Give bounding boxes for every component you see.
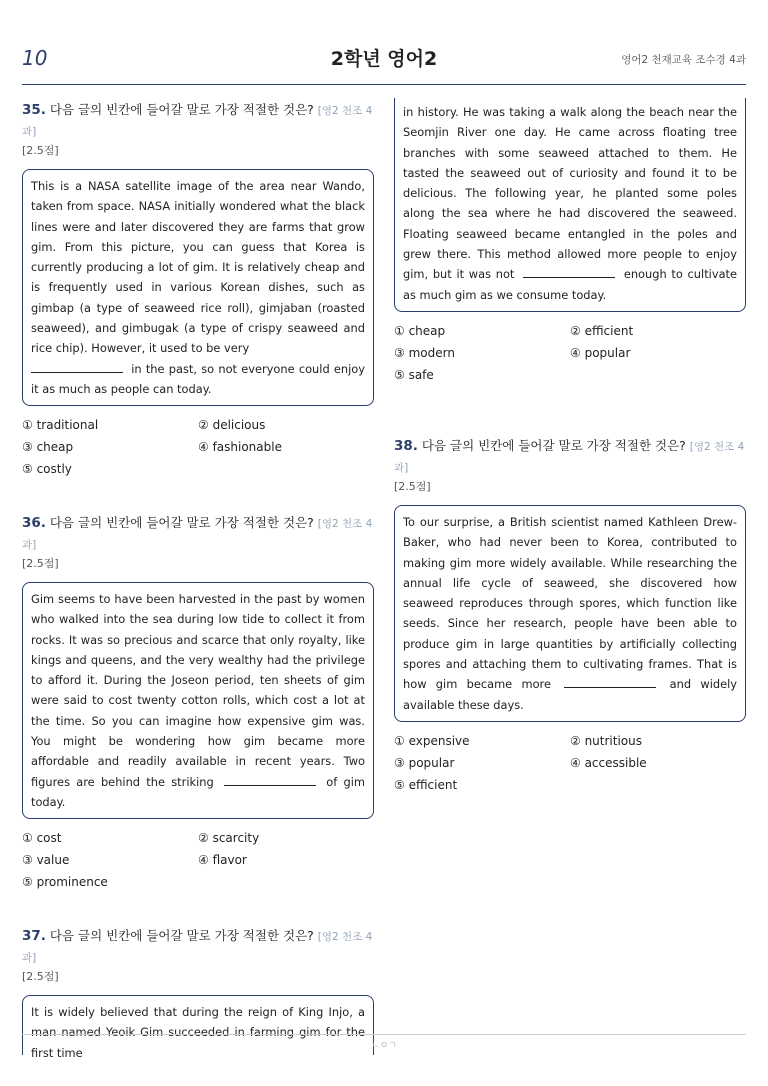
choice-4[interactable]: ④ popular xyxy=(570,345,631,360)
header-divider xyxy=(22,84,746,85)
question-37-choices xyxy=(394,320,746,386)
question-36-heading xyxy=(22,513,374,555)
passage-text: in the past, so not everyone could enjoy it as much as people can today. xyxy=(31,361,365,396)
question-38 xyxy=(394,436,746,796)
question-35-choices xyxy=(22,414,374,480)
choice-5[interactable]: ⑤ safe xyxy=(394,367,434,382)
page-header xyxy=(22,40,746,76)
question-35-number: 35. xyxy=(22,102,46,118)
question-36-prompt: 다음 글의 빈칸에 들어갈 말로 가장 적절한 것은? xyxy=(49,515,314,530)
question-35-heading xyxy=(22,100,374,142)
question-38-choices xyxy=(394,730,746,796)
question-36 xyxy=(22,513,374,893)
passage-text: Gim seems to have been harvested in the past by women who walked into the sea during low tide to collect it from rocks. It was so precious and scarce that only royalty, like kings and queens, and the very wealthy had the privilege to afford it. During the Joseon period, ten sheets of gim were said to cost twenty cotton rolls, which cost a lot at the time. So you can imagine how expensive gim was. You might be wondering how gim became more affordable and readily available in recent years. Two figures are behind the striking xyxy=(31,592,365,789)
choice-1[interactable]: ① cost xyxy=(22,831,62,846)
question-37-passage-part2 xyxy=(394,98,746,312)
question-38-number: 38. xyxy=(394,438,418,454)
choice-2[interactable]: ② scarcity xyxy=(198,831,260,846)
question-38-heading xyxy=(394,436,746,478)
question-37-number: 37. xyxy=(22,928,46,944)
passage-text: enough to cultivate as much gim as we consume today. xyxy=(403,267,738,302)
page-number: 10 xyxy=(22,46,48,70)
choice-2[interactable]: ② efficient xyxy=(570,323,634,338)
question-36-choices xyxy=(22,827,374,893)
answer-blank xyxy=(31,362,123,373)
question-36-points: [2.5점] xyxy=(22,557,59,570)
choice-1[interactable]: ① traditional xyxy=(22,418,99,433)
question-37-continued xyxy=(394,98,746,386)
question-38-points: [2.5점] xyxy=(394,480,431,493)
question-38-passage xyxy=(394,505,746,722)
answer-blank xyxy=(523,267,615,278)
document-title: 2학년 영어2 xyxy=(330,48,438,70)
question-35 xyxy=(22,100,374,480)
question-37-points: [2.5점] xyxy=(22,970,59,983)
passage-text: This is a NASA satellite image of the area near Wando, taken from space. NASA initially wondered what the black lines were and later discovered they are farms that grow gim. From this picture, you can guess that Korea is currently producing a lot of gim. It is relatively cheap and is frequently used in various Korean dishes, such as gimbap (a type of seaweed rice roll), gimjaban (roasted seaweed), and gimbugak (a type of crispy seaweed and rice chip). However, it used to be very xyxy=(31,179,365,356)
choice-4[interactable]: ④ accessible xyxy=(570,755,647,770)
question-36-number: 36. xyxy=(22,515,46,531)
choice-3[interactable]: ③ value xyxy=(22,853,70,868)
question-36-passage xyxy=(22,582,374,819)
question-35-prompt: 다음 글의 빈칸에 들어갈 말로 가장 적절한 것은? xyxy=(49,102,314,117)
passage-text: in history. He was taking a walk along the beach near the Seomjin River one day. He came across floating tree branches with some seaweed attached to them. He tasted the seaweed out of curiosity and found it to be delicious. The following year, he planted some poles along the sea where he had discovered the seaweed. Floating seaweed became entangled in the poles and grew there. This method allowed more people to enjoy gim, but it was not xyxy=(403,105,737,282)
choice-2[interactable]: ② nutritious xyxy=(570,733,642,748)
passage-text: and widely available these days. xyxy=(403,677,738,712)
question-37-heading xyxy=(22,926,374,968)
question-37-prompt: 다음 글의 빈칸에 들어갈 말로 가장 적절한 것은? xyxy=(49,928,314,943)
question-37 xyxy=(22,926,374,1060)
answer-blank xyxy=(224,775,316,786)
choice-4[interactable]: ④ fashionable xyxy=(198,440,282,455)
question-36-source: [영2 천조 4과] xyxy=(22,518,373,551)
footer-divider xyxy=(22,1034,746,1035)
choice-5[interactable]: ⑤ prominence xyxy=(22,875,108,890)
passage-text: To our surprise, a British scientist named Kathleen Drew-Baker, who had never been to Korea, contributed to making gim more widely available. While researching the annual life cycle of seaweed, she discovered how seaweed reproduces through spores, which function like seeds. Since her research, people have been able to produce gim in large quantities by artificially collecting spores and attaching them to cultivating frames. That is how gim became more xyxy=(403,515,737,692)
question-35-passage xyxy=(22,169,374,406)
passage-text: of gim today. xyxy=(31,774,366,809)
choice-3[interactable]: ③ modern xyxy=(394,345,455,360)
choice-1[interactable]: ① expensive xyxy=(394,733,470,748)
question-35-points: [2.5점] xyxy=(22,144,59,157)
choice-3[interactable]: ③ popular xyxy=(394,755,455,770)
question-38-source: [영2 천조 4과] xyxy=(394,441,745,474)
choice-1[interactable]: ① cheap xyxy=(394,323,446,338)
question-35-source: [영2 천조 4과] xyxy=(22,105,373,138)
footer-mark: ㄴㅇㄱ xyxy=(370,1041,398,1051)
passage-text: It is widely believed that during the reign of King Injo, a man named Yeoik Gim succeeded in farming gim for the first time xyxy=(31,1005,365,1060)
question-37-source: [영2 천조 4과] xyxy=(22,931,373,964)
choice-5[interactable]: ⑤ costly xyxy=(22,462,72,477)
choice-5[interactable]: ⑤ efficient xyxy=(394,777,458,792)
document-subtitle: 영어2 천재교육 조수경 4과 xyxy=(621,54,746,66)
question-38-prompt: 다음 글의 빈칸에 들어갈 말로 가장 적절한 것은? xyxy=(421,438,686,453)
choice-2[interactable]: ② delicious xyxy=(198,418,266,433)
choice-3[interactable]: ③ cheap xyxy=(22,440,74,455)
answer-blank xyxy=(564,677,656,688)
choice-4[interactable]: ④ flavor xyxy=(198,853,247,868)
